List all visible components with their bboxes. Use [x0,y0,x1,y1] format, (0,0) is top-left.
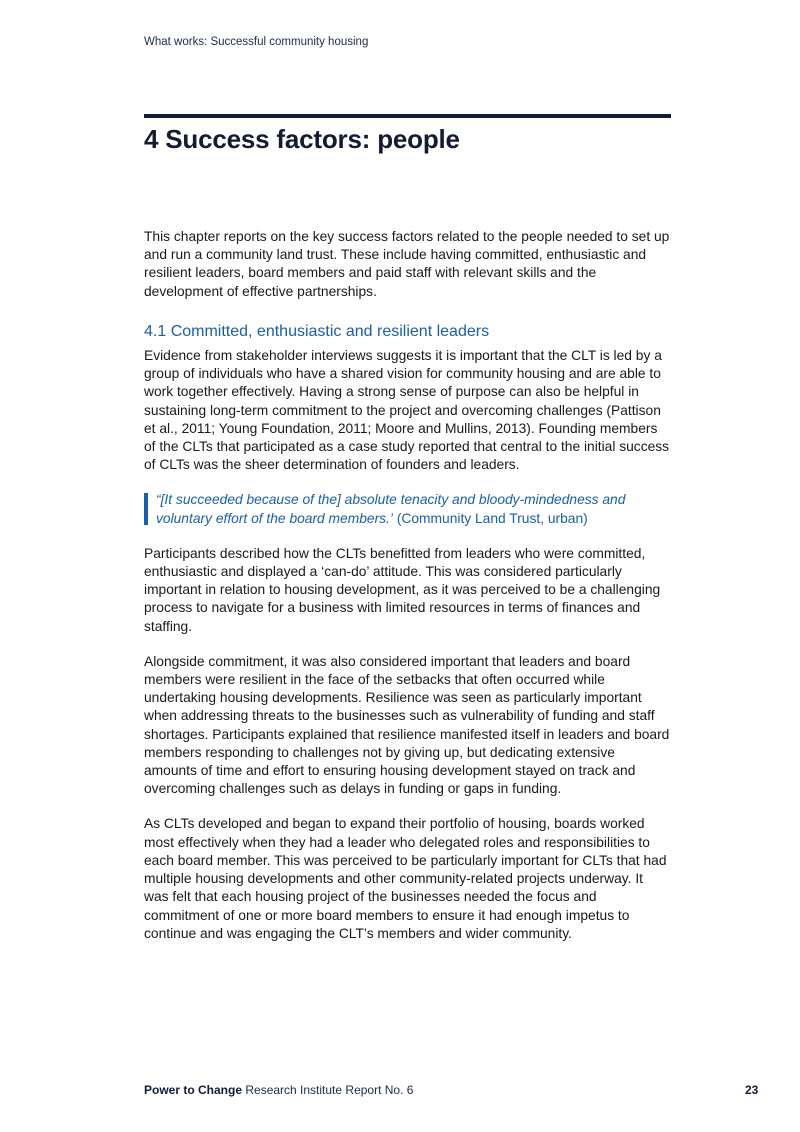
quote-source: (Community Land Trust, urban) [396,510,588,526]
title-rule [144,114,671,118]
page-number: 23 [745,1083,759,1097]
section-heading: 4.1 Committed, enthusiastic and resilient leaders [144,322,490,340]
intro-paragraph: This chapter reports on the key success factors related to the people needed to set up and run a community land trust. These include having committed, enthusiastic and resilient leaders, board members and paid staff with relevant skills and the development of effective partnerships. [144,229,670,299]
quote-text: “[It succeeded because of the] absolute tenacity and bloody-mindedness and voluntary effort of the board members.’ [156,492,626,526]
running-header: What works: Successful community housing [144,36,369,48]
pull-quote [144,491,671,527]
main-content [144,228,671,960]
quote-bar [144,493,148,525]
body-paragraph-2: Participants described how the CLTs benefitted from leaders who were committed, enthusiastic and displayed a ‘can-do’ attitude. This was considered particularly important in relation to housing development, as it was perceived to be a challenging process to navigate for a business with limited resources in terms of finances and staffing. [144,545,661,634]
body-paragraph-3: Alongside commitment, it was also considered important that leaders and board members were resilient in the face of the setbacks that often occurred while undertaking housing developments. Resilience was seen as particularly important when addressing threats to the businesses such as vulnerability of funding and staff shortages. Participants explained that resilience manifested itself in leaders and board members responding to challenges not by giving up, but dedicating extensive amounts of time and effort to ensuring housing development stayed on track and overcoming challenges such as delays in funding or gaps in funding. [144,653,670,797]
footer-report-title [144,1083,413,1097]
body-paragraph-4: As CLTs developed and began to expand their portfolio of housing, boards worked most effectively when they had a leader who delegated roles and responsibilities to each board member. This was perceived to be particularly important for CLTs that had multiple housing developments and other community-related projects underway. It was felt that each housing project of the businesses needed the focus and commitment of one or more board members to ensure it had enough impetus to continue and was engaging the CLT’s members and wider community. [144,816,667,941]
footer-org: Power to Change [144,1083,243,1097]
body-paragraph-1: Evidence from stakeholder interviews suggests it is important that the CLT is led by a group of individuals who have a shared vision for community housing and are able to work together effectively. Having a strong sense of purpose can also be helpful in sustaining long-term commitment to the project and overcoming challenges (Pattison et al., 2011; Young Foundation, 2011; Moore and Mullins, 2013). Founding members of the CLTs that participated as a case study reported that central to the initial success of CLTs was the sheer determination of founders and leaders. [144,348,670,473]
footer-report: Research Institute Report No. 6 [242,1083,414,1097]
chapter-title: 4 Success factors: people [144,124,460,154]
